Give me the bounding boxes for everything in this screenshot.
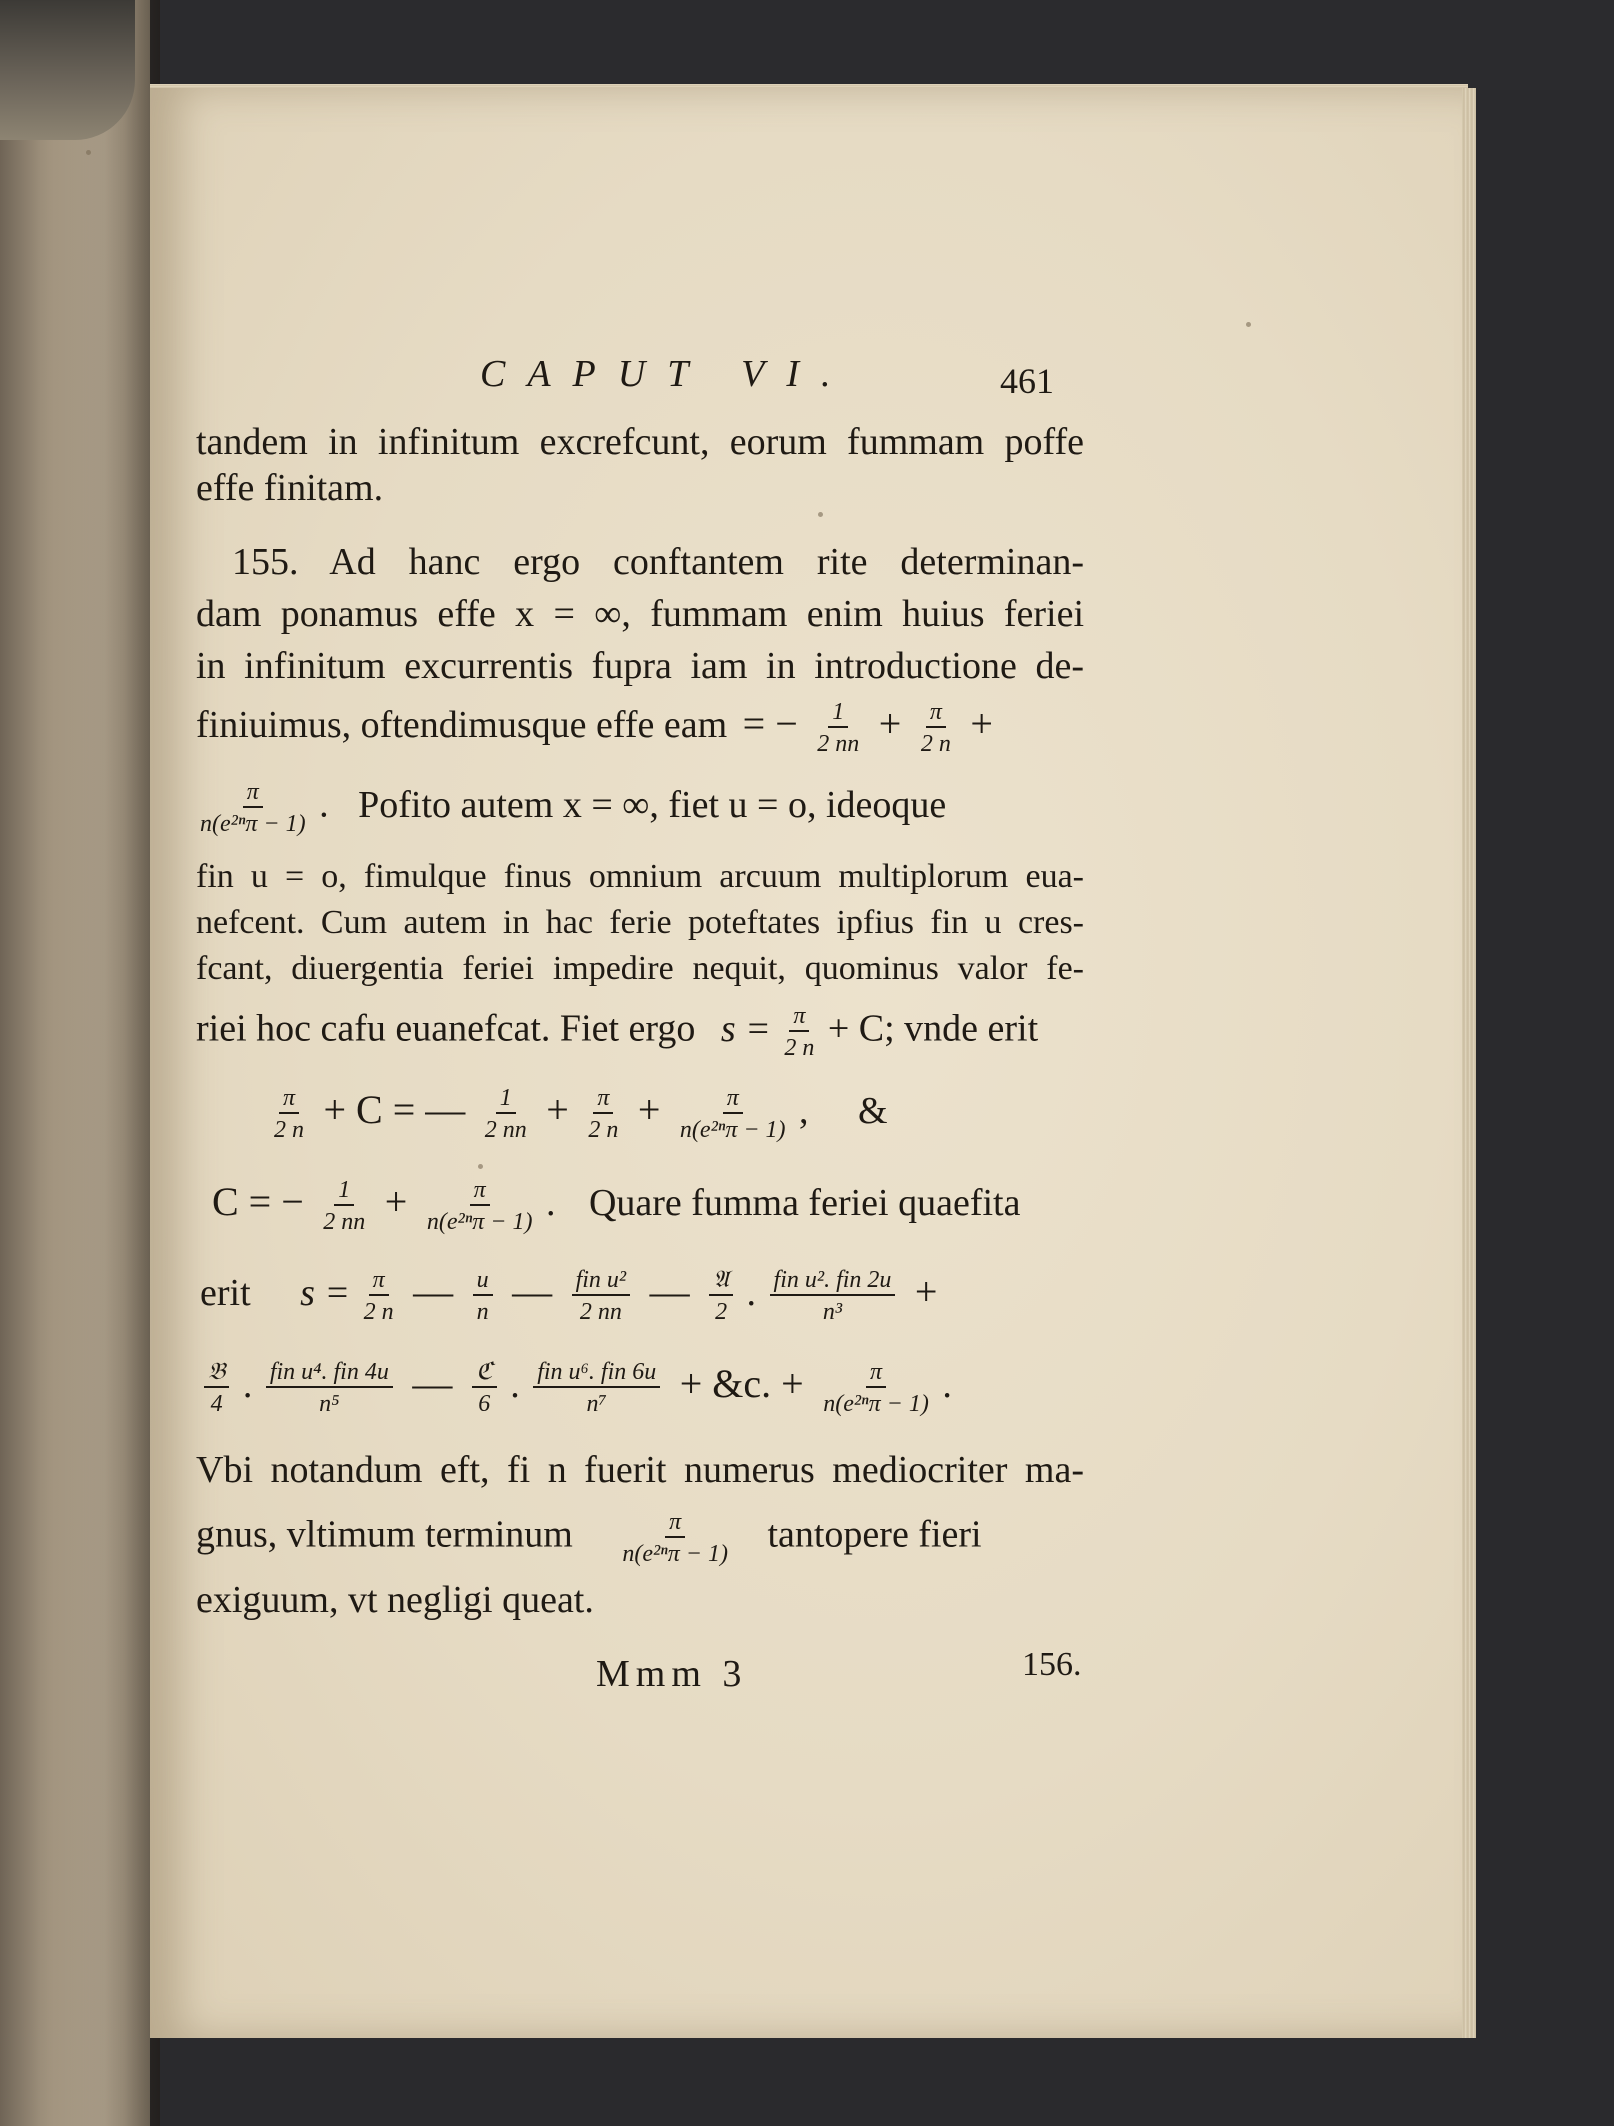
denominator: 2 — [715, 1299, 728, 1326]
page-right-edge — [1462, 88, 1476, 2038]
denominator: 2 nn — [579, 1299, 622, 1326]
numerator: π — [723, 1086, 743, 1114]
s-equals: s = — [720, 1007, 771, 1050]
running-head: CAPUT VI. — [480, 353, 853, 395]
equation-line-15 — [200, 1360, 952, 1416]
text-line-6 — [196, 700, 999, 756]
frac-sinu2-over-2nn — [572, 1268, 631, 1324]
C-equals: C = − — [212, 1179, 304, 1224]
text-line-10: fcant, diuergentia feriei impedire nequit, quominus valor fe- — [196, 950, 1084, 987]
numerator: π — [593, 1086, 613, 1114]
line-13-tail: Quare fumma feriei quaefita — [588, 1182, 1021, 1224]
numerator: π — [926, 700, 946, 728]
plus: + — [878, 701, 902, 746]
denominator: n(e²ⁿπ − 1) — [679, 1117, 786, 1144]
dot: . — [942, 1364, 952, 1406]
equation-line-14 — [200, 1268, 943, 1324]
frac-sinu2-sin2u-over-n3 — [770, 1268, 896, 1324]
numerator: π — [243, 780, 263, 808]
text-line-7 — [196, 780, 946, 836]
plus-etc-plus: + &c. + — [679, 1361, 804, 1406]
numerator: fin u² — [572, 1268, 631, 1296]
plus: + — [546, 1087, 569, 1132]
numerator: π — [279, 1086, 299, 1114]
text-line-1: tandem in infinitum excrefcunt, eorum fummam poffe — [196, 421, 1084, 463]
frac-1-over-2nn — [323, 1178, 365, 1234]
frac-pi-over-n-exp — [622, 1510, 728, 1566]
text-line-16: Vbi notandum eft, fi n fuerit numerus mediocriter ma- — [196, 1449, 1084, 1491]
signature-mark: Mmm 3 — [596, 1653, 748, 1695]
frac-pi-over-n-exp — [680, 1086, 786, 1142]
text-line-9: nefcent. Cum autem in hac ferie poteftates ipfius fin u cres- — [196, 904, 1084, 941]
denominator: 2 nn — [323, 1209, 366, 1236]
frac-C-over-6 — [472, 1360, 497, 1416]
text-line-8: fin u = o, fimulque finus omnium arcuum multiplorum eua- — [196, 858, 1084, 895]
dot: . — [746, 1272, 757, 1314]
dot: . — [242, 1364, 253, 1406]
backdrop — [0, 0, 1614, 90]
dot: . — [545, 1182, 556, 1224]
line-11-text: riei hoc cafu euanefcat. Fiet ergo — [196, 1007, 696, 1050]
numerator: π — [866, 1360, 886, 1388]
numerator: 𝔄 — [709, 1268, 733, 1296]
frac-sinu6-sin6u-over-n7 — [533, 1360, 660, 1416]
frac-pi-over-n-exp — [200, 780, 306, 836]
denominator: 6 — [478, 1391, 491, 1418]
denominator: n(e²ⁿπ − 1) — [200, 811, 306, 837]
eq-minus: = − — [742, 701, 798, 746]
numerator: π — [369, 1268, 389, 1296]
numerator: u — [473, 1268, 493, 1296]
frac-pi-over-2n — [274, 1086, 304, 1142]
plus: + — [637, 1087, 661, 1132]
denominator: 2 n — [784, 1035, 815, 1061]
line-6-text: finiuimus, oftendimusque effe eam — [196, 704, 728, 746]
denominator: 2 n — [920, 731, 951, 758]
comma: , — [799, 1090, 809, 1132]
frac-1-over-2nn — [817, 700, 859, 756]
minus: — — [512, 1269, 553, 1314]
denominator: n(e²ⁿπ − 1) — [823, 1391, 929, 1418]
denominator: 2 n — [588, 1117, 619, 1144]
paper-speck — [478, 1164, 483, 1169]
numerator: 1 — [828, 700, 848, 728]
s-equals: s = — [300, 1272, 351, 1314]
frac-pi-over-2n — [921, 700, 951, 756]
minus: — — [412, 1361, 453, 1406]
numerator: π — [470, 1178, 490, 1206]
section-155-line: 155. Ad hanc ergo conftantem rite determinan- — [232, 541, 1084, 583]
frac-sinu4-sin4u-over-n5 — [266, 1360, 393, 1416]
numerator: fin u². fin 2u — [770, 1268, 896, 1296]
denominator: 2 n — [274, 1117, 304, 1144]
plus: + — [970, 701, 993, 746]
numerator: π — [789, 1004, 809, 1032]
frac-pi-over-2n — [364, 1268, 394, 1324]
numerator: 1 — [334, 1178, 354, 1206]
numerator: ℭ — [472, 1360, 497, 1388]
text-line-2: effe finitam. — [196, 467, 384, 509]
ampersand: & — [858, 1090, 888, 1132]
page-number: 461 — [1000, 361, 1054, 401]
denominator: n — [476, 1299, 489, 1326]
paper-speck — [818, 512, 823, 517]
text-line-11 — [196, 1004, 1038, 1060]
book-binding — [0, 0, 135, 140]
text-line-18: exiguum, vt negligi queat. — [196, 1579, 594, 1621]
text-line-4: dam ponamus effe x = ∞, fummam enim huius feriei — [196, 593, 1084, 635]
denominator: n(e²ⁿπ − 1) — [622, 1541, 728, 1567]
denominator: 4 — [210, 1391, 223, 1418]
equation-line-13 — [206, 1178, 1020, 1234]
denominator: 2 nn — [484, 1117, 527, 1144]
frac-pi-over-n-exp — [823, 1360, 929, 1416]
numerator: π — [665, 1510, 685, 1538]
denominator: 2 nn — [817, 731, 860, 758]
line-17-lead: gnus, vltimum terminum — [196, 1513, 573, 1556]
equation-line-12 — [270, 1086, 888, 1142]
frac-1-over-2nn — [485, 1086, 527, 1142]
minus: — — [413, 1269, 454, 1314]
frac-u-over-n — [473, 1268, 493, 1324]
line-7-text: Pofito autem x = ∞, fiet u = o, ideoque — [358, 783, 947, 826]
paper-speck — [1246, 322, 1251, 327]
plus-C-equals: + C = — — [323, 1087, 466, 1132]
numerator: fin u⁴. fin 4u — [266, 1360, 393, 1388]
frac-B-over-4 — [204, 1360, 229, 1416]
frac-pi-over-2n — [784, 1004, 814, 1060]
frac-pi-over-2n — [588, 1086, 618, 1142]
catchword: 156. — [1022, 1646, 1082, 1683]
paper-speck — [86, 150, 91, 155]
plus: + — [914, 1269, 938, 1314]
denominator: n³ — [822, 1299, 843, 1326]
spine-shadow — [40, 0, 160, 2126]
dot: . — [319, 783, 329, 826]
line-11-tail: + C; vnde erit — [827, 1007, 1039, 1050]
numerator: fin u⁶. fin 6u — [533, 1360, 660, 1388]
denominator: n⁵ — [319, 1391, 340, 1418]
dot: . — [510, 1364, 520, 1406]
text-line-5: in infinitum excurrentis fupra iam in introductione de- — [196, 645, 1084, 687]
plus: + — [384, 1179, 408, 1224]
numerator: 𝔅 — [204, 1360, 229, 1388]
line-17-tail: tantopere fieri — [767, 1513, 982, 1556]
numerator: 1 — [496, 1086, 516, 1114]
erit-label: erit — [200, 1272, 251, 1314]
minus: — — [649, 1269, 690, 1314]
frac-A-over-2 — [709, 1268, 733, 1324]
denominator: 2 n — [363, 1299, 394, 1326]
text-line-17 — [196, 1510, 982, 1566]
frac-pi-over-n-exp — [427, 1178, 533, 1234]
denominator: n(e²ⁿπ − 1) — [426, 1209, 533, 1236]
denominator: n⁷ — [586, 1391, 607, 1418]
